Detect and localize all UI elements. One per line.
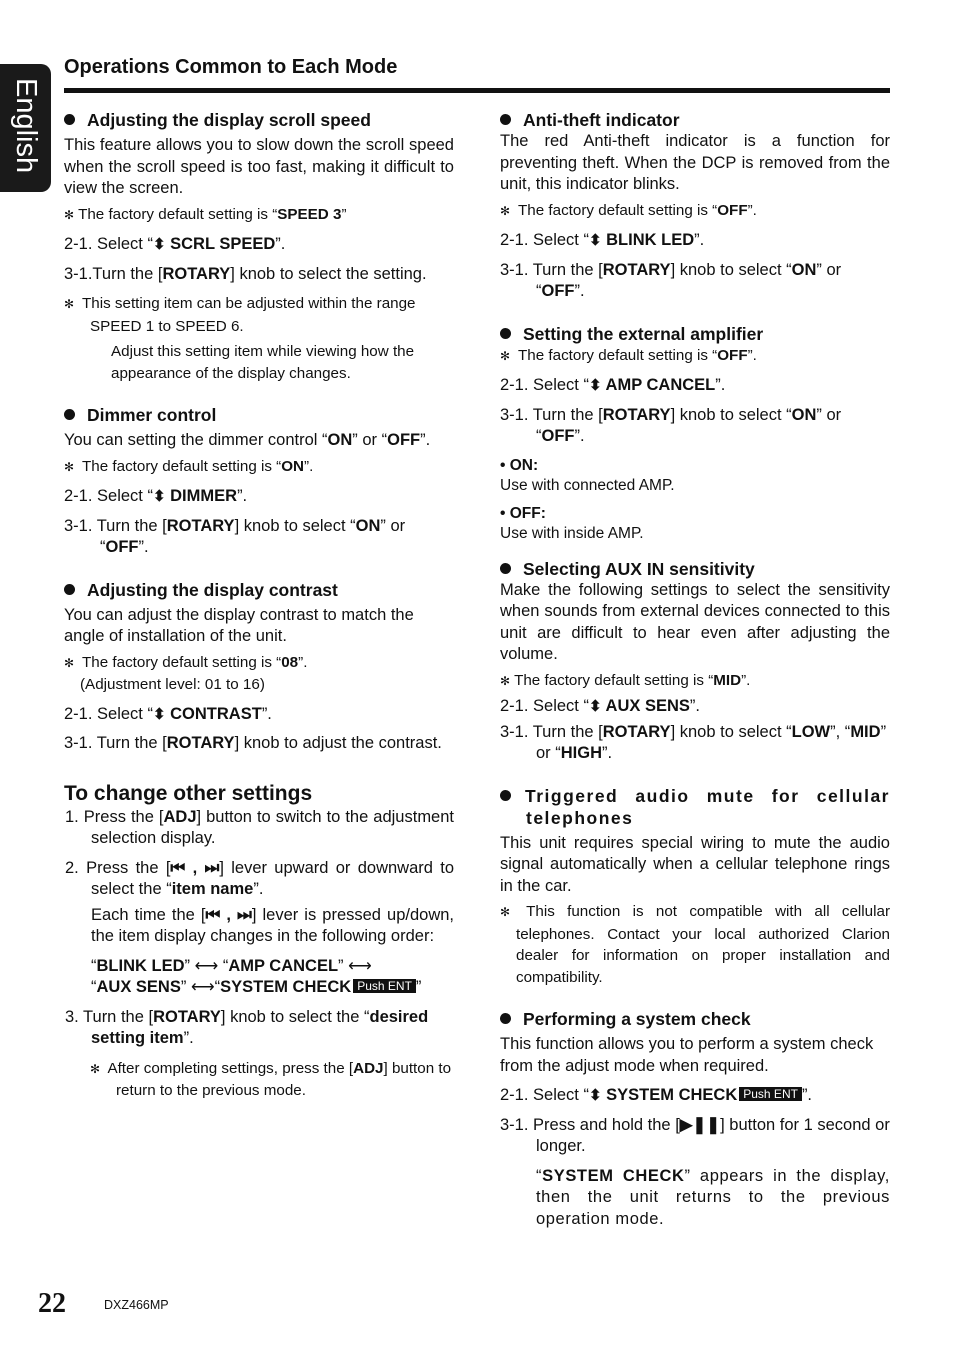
antitheft-step2: 2-1. Select “⬍ BLINK LED”. (500, 231, 705, 249)
contrast-step3: 3-1. Turn the [ROTARY] knob to adjust the contrast. (64, 734, 442, 752)
syscheck-step3: 3-1. Press and hold the [▶❚❚] button for 1 second or longer. (500, 1115, 890, 1155)
amp-on-desc: Use with connected AMP. (500, 476, 675, 494)
syscheck-heading: Performing a system check (500, 1008, 890, 1030)
language-tab (0, 64, 51, 192)
bullet-icon (64, 409, 75, 420)
mute-body: This unit requires special wiring to mute the audio signal automatically when a cellular telephone rings in the car. (500, 833, 890, 895)
bullet-icon (500, 1013, 511, 1024)
section-title: Operations Common to Each Mode (64, 56, 398, 78)
scroll-speed-body: This feature allows you to slow down the scroll speed when the scroll speed is too fast, making it difficult to view the screen. (64, 136, 454, 197)
dimmer-step3: 3-1. Turn the [ROTARY] knob to select “ON” or “OFF”. (64, 516, 406, 556)
play-pause-icon: ▶❚❚ (679, 1115, 721, 1134)
header-rule (64, 88, 890, 93)
contrast-default: ✻ The factory default setting is “08”. (64, 653, 308, 671)
page-number: 22 (38, 1288, 66, 1319)
up-down-icon: ⬍ (152, 236, 166, 253)
amp-off-desc: Use with inside AMP. (500, 524, 644, 542)
push-ent-badge: Push ENT (739, 1087, 802, 1101)
order-line2: “AUX SENS” ⟷“SYSTEM CHECK Push ENT ” (91, 978, 422, 996)
scroll-speed-heading: Adjusting the display scroll speed (64, 109, 454, 131)
amp-step3: 3-1. Turn the [ROTARY] knob to select “ON” or “OFF”. (500, 405, 842, 445)
bullet-icon (500, 563, 511, 574)
antitheft-heading: Anti-theft indicator (500, 109, 890, 131)
up-down-icon: ⬍ (588, 698, 602, 715)
right-column (500, 109, 890, 1230)
bullet-icon (64, 584, 75, 595)
other-step1: 1. Press the [ADJ] button to switch to the adjustment selection display. (65, 807, 454, 847)
amp-step2: 2-1. Select “⬍ AMP CANCEL”. (500, 376, 726, 394)
scroll-speed-step3: 3-1.Turn the [ROTARY] knob to select the setting. (64, 264, 427, 283)
aux-step3: 3-1. Turn the [ROTARY] knob to select “LOW”, “MID” or “HIGH”. (500, 722, 887, 762)
aux-body: Make the following settings to select the sensitivity when sounds from external devices connected to this unit are difficult to hear even after adjusting the volume. (500, 580, 890, 663)
bullet-icon (500, 328, 511, 339)
contrast-body: You can adjust the display contrast to match the angle of installation of the unit. (64, 605, 414, 645)
bullet-icon (500, 114, 511, 125)
contrast-heading: Adjusting the display contrast (64, 579, 454, 601)
up-down-icon: ⬍ (588, 232, 602, 249)
other-settings-heading: To change other settings (64, 781, 313, 805)
dimmer-default: ✻ The factory default setting is “ON”. (64, 457, 314, 475)
antitheft-step3: 3-1. Turn the [ROTARY] knob to select “ON” or “OFF”. (500, 260, 842, 300)
scroll-speed-default: ✻ The factory default setting is “SPEED 3” (64, 205, 347, 223)
dimmer-heading: Dimmer control (64, 404, 454, 426)
bidirectional-arrow-icon: ⟷ (194, 956, 219, 975)
track-skip-icons: ⏮ , ⏭ (170, 858, 220, 877)
up-down-icon: ⬍ (588, 377, 602, 394)
syscheck-body: This function allows you to perform a system check from the adjust mode when required. (500, 1035, 874, 1075)
dimmer-step2: 2-1. Select “⬍ DIMMER”. (64, 487, 248, 505)
language-label: English (10, 78, 42, 174)
syscheck-result: “SYSTEM CHECK” appears in the display, then the unit returns to the previous operation mode. (536, 1166, 890, 1228)
scroll-speed-step2: 2-1. Select “⬍ SCRL SPEED”. (64, 235, 286, 253)
push-ent-badge: Push ENT (353, 979, 416, 993)
syscheck-step2: 2-1. Select “⬍ SYSTEM CHECK Push ENT ”. (500, 1086, 813, 1104)
mute-note: ✻ This function is not compatible with all cellular telephones. Contact your local authorized Clarion dealer for information on proper installation and compatibility. (500, 903, 891, 986)
contrast-step2: 2-1. Select “⬍ CONTRAST”. (64, 704, 272, 723)
left-column (64, 109, 454, 1102)
scroll-speed-note2: Adjust this setting item while viewing how the appearance of the display changes. (111, 343, 415, 382)
other-step3: 3. Turn the [ROTARY] knob to select the “desired setting item”. (65, 1007, 429, 1047)
aux-step2: 2-1. Select “⬍ AUX SENS”. (500, 697, 700, 715)
up-down-icon: ⬍ (152, 705, 166, 723)
up-down-icon: ⬍ (152, 488, 166, 505)
bullet-icon (64, 114, 75, 125)
order-line1: “BLINK LED” ⟷ “AMP CANCEL” ⟷ (91, 956, 372, 975)
amp-heading: Setting the external amplifier (500, 323, 890, 345)
up-down-icon: ⬍ (588, 1087, 602, 1104)
other-note: ✻ After completing settings, press the [ADJ] button to return to the previous mode. (90, 1059, 452, 1099)
dimmer-body: You can setting the dimmer control “ON” or “OFF”. (64, 431, 431, 449)
bidirectional-arrow-icon: ⟷ (190, 978, 215, 996)
other-step2-detail: Each time the [⏮ , ⏭] lever is pressed up/down, the item display changes in the following order: (91, 905, 454, 945)
amp-off-label: • OFF: (500, 504, 546, 522)
contrast-level: (Adjustment level: 01 to 16) (80, 676, 265, 693)
aux-heading: Selecting AUX IN sensitivity (500, 558, 890, 580)
amp-on-label: • ON: (500, 456, 539, 474)
mute-heading: Triggered audio mute for cellular telephones (500, 785, 890, 829)
model-number: DXZ466MP (104, 1298, 169, 1312)
track-skip-icons: ⏮ , ⏭ (205, 905, 252, 924)
antitheft-default: ✻ The factory default setting is “OFF”. (500, 201, 757, 219)
aux-default: ✻ The factory default setting is “MID”. (500, 671, 751, 689)
scroll-speed-note1: ✻ This setting item can be adjusted within the range SPEED 1 to SPEED 6. (64, 295, 416, 335)
amp-default: ✻ The factory default setting is “OFF”. (500, 346, 757, 364)
bullet-icon (500, 790, 511, 801)
bidirectional-arrow-icon: ⟷ (348, 956, 372, 975)
other-step2: 2. Press the [⏮ , ⏭] lever upward or downward to select the “item name”. (65, 858, 455, 898)
antitheft-body: The red Anti-theft indicator is a function for preventing theft. When the DCP is removed from the unit, this indicator blinks. (500, 132, 890, 193)
